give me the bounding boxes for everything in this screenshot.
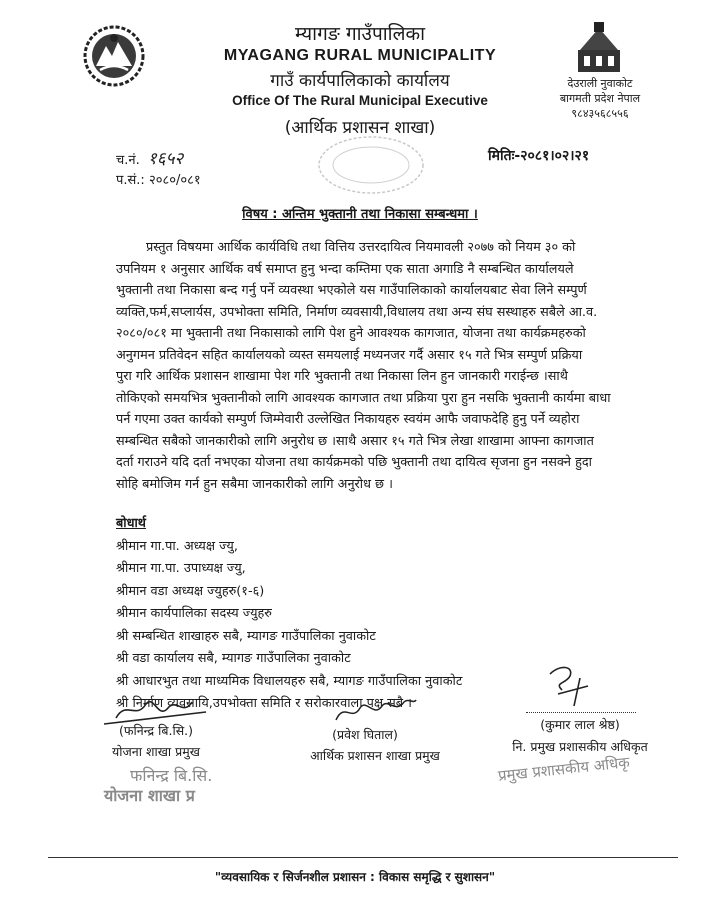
date: [488, 146, 589, 165]
footer-motto: "व्यवसायिक र सिर्जनशील प्रशासन : विकास समृद्धि र सुशासन": [214, 870, 496, 884]
cc-item: श्री आधारभुत तथा माध्यमिक विधालयहरु सबै, म्यागङ गाउँपालिका नुवाकोट: [116, 673, 463, 689]
subject-line: विषय : अन्तिम भुक्तानी तथा निकासा सम्बन्धमा ।: [242, 207, 478, 222]
cc-item: श्री सम्बन्धित शाखाहरु सबै, म्यागङ गाउँपालिका नुवाकोट: [116, 628, 376, 644]
cc-item: श्रीमान कार्यपालिका सदस्य ज्युहरु: [116, 606, 272, 621]
body-line: अनुगमन प्रतिवेदन सहित कार्यालयको व्यस्त समयलाई मध्यनजर गर्दै असार १५ गते भित्र सम्पुर्ण प्रक्रिया: [116, 347, 583, 363]
municipality-name-np: म्यागङ गाउँपालिका: [294, 23, 425, 45]
signatory-title: नि. प्रमुख प्रशासकीय अधिकृत: [512, 739, 648, 754]
ref-label: च.नं.: [116, 153, 140, 168]
body-line: सोहि बमोजिम गर्न हुन सबैमा जानकारीको लागि अनुरोध छ ।: [116, 476, 393, 492]
body-line: दर्ता गराउने यदि दर्ता नभएका योजना तथा कार्यक्रमको पछि भुक्तानी तथा दायित्व सृजना हुन नसक्ने हुदा: [116, 455, 592, 470]
reference-number: [116, 146, 183, 169]
cc-item: श्रीमान गा.पा. अध्यक्ष ज्यु,: [116, 538, 238, 554]
signature-scribble-middle: [330, 694, 420, 728]
body-line: सम्बन्धित सबैको जानकारीको लागि अनुरोध छ ।साथै असार १५ गते भित्र लेखा शाखामा आफ्ना कागजात: [116, 433, 594, 449]
fiscal-value: २०८०/०८१: [148, 173, 201, 188]
ref-value: १६५२: [147, 149, 184, 169]
body-line: भुक्तानी तथा निकासा बन्द गर्नु पर्ने व्यवस्था भएकोले यस गाउँपालिकाको कार्यालयबाट सेवा लिने सम्पुर्ण: [116, 283, 587, 298]
cc-item: श्रीमान वडा अध्यक्ष ज्युहरु(१-६): [116, 583, 265, 599]
signatory-title: योजना शाखा प्रमुख: [112, 744, 200, 759]
signatory-name: (कुमार लाल श्रेष्ठ): [540, 717, 620, 732]
body-line: २०८०/०८१ मा भुक्तानी तथा निकासाको लागि पेश हुने आवश्यक कागजात, योजना तथा कार्यक्रमहरुको: [116, 326, 586, 341]
signatory-name: (फनिन्द्र बि.सि.): [118, 723, 194, 738]
section-name: (आर्थिक प्रशासन शाखा): [284, 118, 436, 138]
office-name-np: गाउँ कार्यपालिकाको कार्यालय: [270, 71, 450, 91]
cc-title: बोधार्थ: [116, 516, 146, 531]
body-line: उपनियम १ अनुसार आर्थिक वर्ष समाप्त हुनु भन्दा कम्तिमा एक साता अगाडि नै सम्बन्धित कार्यालयले: [116, 261, 574, 277]
signature-dotted-line: [526, 712, 636, 713]
stamp-title: योजना शाखा प्र: [104, 786, 195, 805]
cc-item: श्री वडा कार्यालय सबै, म्यागङ गाउँपालिका नुवाकोट: [116, 651, 351, 666]
received-stamp: [316, 134, 426, 196]
body-line: तोकिएको समयभित्र भुक्तानीको लागि आवश्यक कागजात तथा प्रक्रिया पुरा हुन नसकि भुक्तानी कार्यमा बाधा: [116, 390, 611, 406]
cc-item: श्रीमान गा.पा. उपाध्यक्ष ज्यु,: [116, 561, 246, 576]
body-line: व्यक्ति,फर्म,सप्लार्यस, उपभोक्ता समिति, निर्माण व्यवसायी,विधालय तथा अन्य संघ सस्थाहरु सबैले आ.व.: [116, 304, 598, 320]
body-line: पर्न गएमा उक्त कार्यको सम्पुर्ण जिम्मेवारी उल्लेखित निकायहरु स्वयंम आफै जवाफदेहि हुनु पर्ने व्यहोरा: [116, 412, 580, 427]
date-label: मितिः-: [488, 148, 521, 164]
signatory-name: (प्रवेश घिताल): [332, 727, 398, 742]
emblem-right: [574, 22, 624, 74]
body-line: पुरा गरि आर्थिक प्रशासन शाखामा पेश गरि भुक्तानी तथा निकासा लिन हुन जानकारी गराईन्छ ।साथै: [116, 369, 568, 384]
fiscal-year: [116, 170, 201, 188]
signature-scribble-right: [540, 660, 600, 710]
cc-list: [116, 513, 556, 716]
phone-number: ९८४३५६८५५६: [571, 107, 629, 120]
cc-item: श्री निर्माण व्यवसायि,उपभोक्ता समिति र सरोकारवाला पक्ष सबै ।: [116, 696, 413, 711]
footer-divider: [48, 857, 678, 858]
municipality-name-en: MYAGANG RURAL MUNICIPALITY: [223, 47, 497, 64]
fiscal-label: प.सं.:: [116, 173, 145, 188]
letter-body: [116, 237, 636, 495]
date-value: २०८१।०२।२१: [520, 148, 590, 164]
body-line: प्रस्तुत विषयमा आर्थिक कार्यविधि तथा वित्तिय उत्तरदायित्व नियमावली २०७७ को नियम ३० को: [146, 240, 576, 255]
emblem-left: [82, 24, 146, 88]
stamp-title: प्रमुख प्रशासकीय अधिकृ: [497, 753, 631, 785]
signatory-title: आर्थिक प्रशासन शाखा प्रमुख: [310, 748, 440, 763]
office-name-en: Office Of The Rural Municipal Executive: [232, 93, 488, 108]
location-line-2: बागमती प्रदेश नेपाल: [559, 92, 641, 105]
stamp-name: फनिन्द्र बि.सि.: [130, 766, 213, 785]
location-line-1: देउराली नुवाकोट: [567, 77, 633, 90]
